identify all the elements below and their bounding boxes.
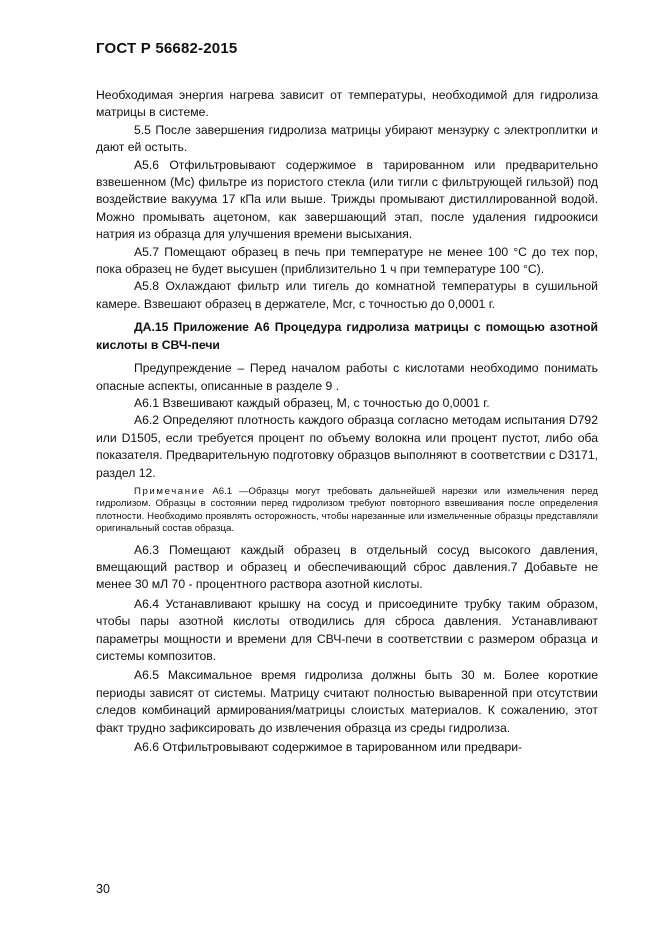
paragraph-5-5: 5.5 После завершения гидролиза матрицы убирают мензурку с электроплитки и дают ей остыть. bbox=[96, 122, 598, 155]
paragraph-energy: Необходимая энергия нагрева зависит от температуры, необходимой для гидролиза матрицы в системе. bbox=[96, 88, 598, 120]
paragraph-a5-7: А5.7 Помещают образец в печь при температуре не менее 100 °С до тех пор, пока образец не будет высушен (приблизительно 1 ч при температуре 100 °С). bbox=[96, 244, 598, 277]
paragraph-a6-2: А6.2 Определяют плотность каждого образца согласно методам испытания D792 или D1505, если требуется процент по объему волокна или процент пустот, либо оба показателя. Предварительную подготовку образцов выполняют в соответствии с D3171, раздел 12. bbox=[96, 413, 598, 480]
section-heading-da15: ДА.15 Приложение А6 Процедура гидролиза матрицы с помощью азотной кислоты в СВЧ-печи bbox=[96, 320, 598, 352]
paragraph-a5-6: А5.6 Отфильтровывают содержимое в тарированном или предварительно взвешенном (Мс) фильтре из пористого стекла (или тигли с фильтрующей гильзой) под воздействие вакуума 17 кПа или выше. Трижды промывают дистиллированной водой. Можно промывать ацетоном, как завершающий этап, после удаления гидроокиси натрия из образца для улучшения времени высыхания. bbox=[96, 157, 598, 242]
paragraph-a6-3: А6.3 Помещают каждый образец в отдельный сосуд высокого давления, вмещающий раствор и образец и обеспечивающий сброс давления.7 Добавьте не менее 30 мЛ 70 - процентного раствора азотной кислоты. bbox=[96, 542, 598, 592]
document-body bbox=[96, 87, 598, 756]
paragraph-a6-6: А6.6 Отфильтровывают содержимое в тарированном или предвари- bbox=[134, 740, 523, 755]
paragraph-a6-5: А6.5 Максимальное время гидролиза должны быть 30 м. Более короткие периоды зависят от системы. Матрицу считают полностью вываренной при отсутствии следов комбинаций армирования/матрицы слоистых материалов. К сожалению, этот факт трудно зафиксировать до извлечения образца из среды гидролиза. bbox=[96, 668, 598, 735]
paragraph-a6-4: А6.4 Устанавливают крышку на сосуд и присоедините трубку таким образом, чтобы пары азотной кислоты отводились для сброса давления. Устанавливают параметры мощности и времени для СВЧ-печи в соответствии с размером образца и системы композитов. bbox=[96, 596, 598, 663]
paragraph-a6-1: А6.1 Взвешивают каждый образец, М, с точностью до 0,0001 г. bbox=[134, 395, 490, 410]
paragraph-warning: Предупреждение – Перед началом работы с кислотами необходимо понимать опасные аспекты, описанные в разделе 9 . bbox=[96, 361, 598, 393]
paragraph-a5-8: А5.8 Охлаждают фильтр или тигель до комнатной температуры в сушильной камере. Взвешают образец в держателе, Мcr, с точностью до 0,0001 г. bbox=[96, 279, 598, 311]
page-number: 30 bbox=[96, 882, 110, 896]
note-a6-1 bbox=[96, 486, 598, 536]
note-text: А6.1 —Образцы могут требовать дальнейшей нарезки или измельчения перед гидролизом. Образцы в состоянии перед гидролизом требуют повторного взвешивания после определения плотности. Необходимо проявлять осторожность, чтобы нарезанные или измельченные образцы представляли оригинальный состав образца. bbox=[96, 485, 598, 535]
document-header: ГОСТ Р 56682-2015 bbox=[96, 40, 238, 57]
note-label: Примечание bbox=[134, 485, 206, 497]
